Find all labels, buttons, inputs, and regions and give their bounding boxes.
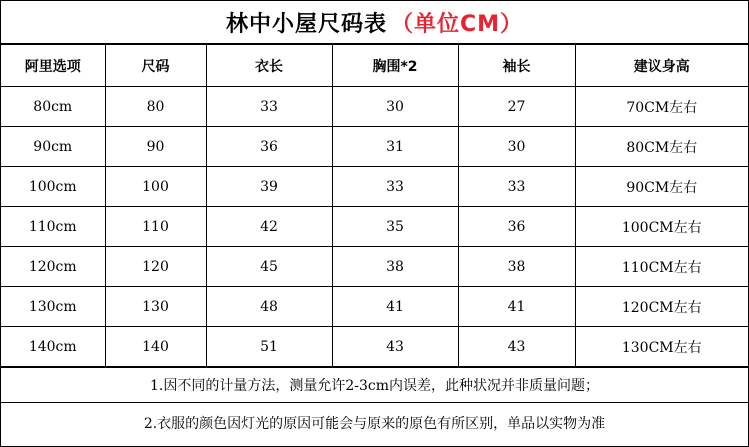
cell-sleeve: 30 xyxy=(458,127,575,167)
cell-length: 33 xyxy=(206,87,332,127)
header-sleeve: 袖长 xyxy=(458,45,575,87)
cell-height: 110CM左右 xyxy=(575,247,748,287)
cell-chest: 33 xyxy=(332,167,458,207)
cell-chest: 38 xyxy=(332,247,458,287)
cell-length: 48 xyxy=(206,287,332,327)
cell-size: 100 xyxy=(105,167,206,207)
cell-chest: 31 xyxy=(332,127,458,167)
cell-chest: 30 xyxy=(332,87,458,127)
header-option: 阿里选项 xyxy=(1,45,105,87)
header-size: 尺码 xyxy=(105,45,206,87)
size-table xyxy=(1,44,748,367)
cell-length: 45 xyxy=(206,247,332,287)
cell-length: 39 xyxy=(206,167,332,207)
cell-size: 140 xyxy=(105,327,206,367)
table-row xyxy=(1,287,748,327)
header-chest: 胸围*2 xyxy=(332,45,458,87)
cell-sleeve: 36 xyxy=(458,207,575,247)
table-row xyxy=(1,87,748,127)
table-row xyxy=(1,247,748,287)
cell-height: 130CM左右 xyxy=(575,327,748,367)
cell-sleeve: 27 xyxy=(458,87,575,127)
cell-chest: 35 xyxy=(332,207,458,247)
cell-height: 100CM左右 xyxy=(575,207,748,247)
cell-height: 120CM左右 xyxy=(575,287,748,327)
cell-option: 80cm xyxy=(1,87,105,127)
cell-option: 140cm xyxy=(1,327,105,367)
table-row xyxy=(1,327,748,367)
cell-sleeve: 33 xyxy=(458,167,575,207)
cell-length: 42 xyxy=(206,207,332,247)
cell-size: 80 xyxy=(105,87,206,127)
cell-height: 70CM左右 xyxy=(575,87,748,127)
chart-title xyxy=(1,1,748,44)
chart-title-unit: （单位CM） xyxy=(390,11,524,37)
cell-chest: 43 xyxy=(332,327,458,367)
cell-length: 51 xyxy=(206,327,332,367)
table-row xyxy=(1,207,748,247)
cell-option: 90cm xyxy=(1,127,105,167)
header-row xyxy=(1,45,748,87)
cell-sleeve: 38 xyxy=(458,247,575,287)
cell-size: 120 xyxy=(105,247,206,287)
cell-option: 120cm xyxy=(1,247,105,287)
cell-size: 110 xyxy=(105,207,206,247)
cell-option: 100cm xyxy=(1,167,105,207)
cell-size: 130 xyxy=(105,287,206,327)
table-row xyxy=(1,127,748,167)
header-length: 衣长 xyxy=(206,45,332,87)
cell-sleeve: 41 xyxy=(458,287,575,327)
cell-size: 90 xyxy=(105,127,206,167)
header-height: 建议身高 xyxy=(575,45,748,87)
cell-chest: 41 xyxy=(332,287,458,327)
chart-title-main: 林中小屋尺码表 xyxy=(225,11,387,37)
note-1: 1.因不同的计量方法，测量允许2-3cm内误差，此种状况并非质量问题； xyxy=(1,367,748,402)
table-row xyxy=(1,167,748,207)
cell-length: 36 xyxy=(206,127,332,167)
cell-option: 130cm xyxy=(1,287,105,327)
cell-sleeve: 43 xyxy=(458,327,575,367)
cell-option: 110cm xyxy=(1,207,105,247)
note-2: 2.衣服的颜色因灯光的原因可能会与原来的原色有所区别，单品以实物为准 xyxy=(1,402,748,443)
cell-height: 80CM左右 xyxy=(575,127,748,167)
cell-height: 90CM左右 xyxy=(575,167,748,207)
